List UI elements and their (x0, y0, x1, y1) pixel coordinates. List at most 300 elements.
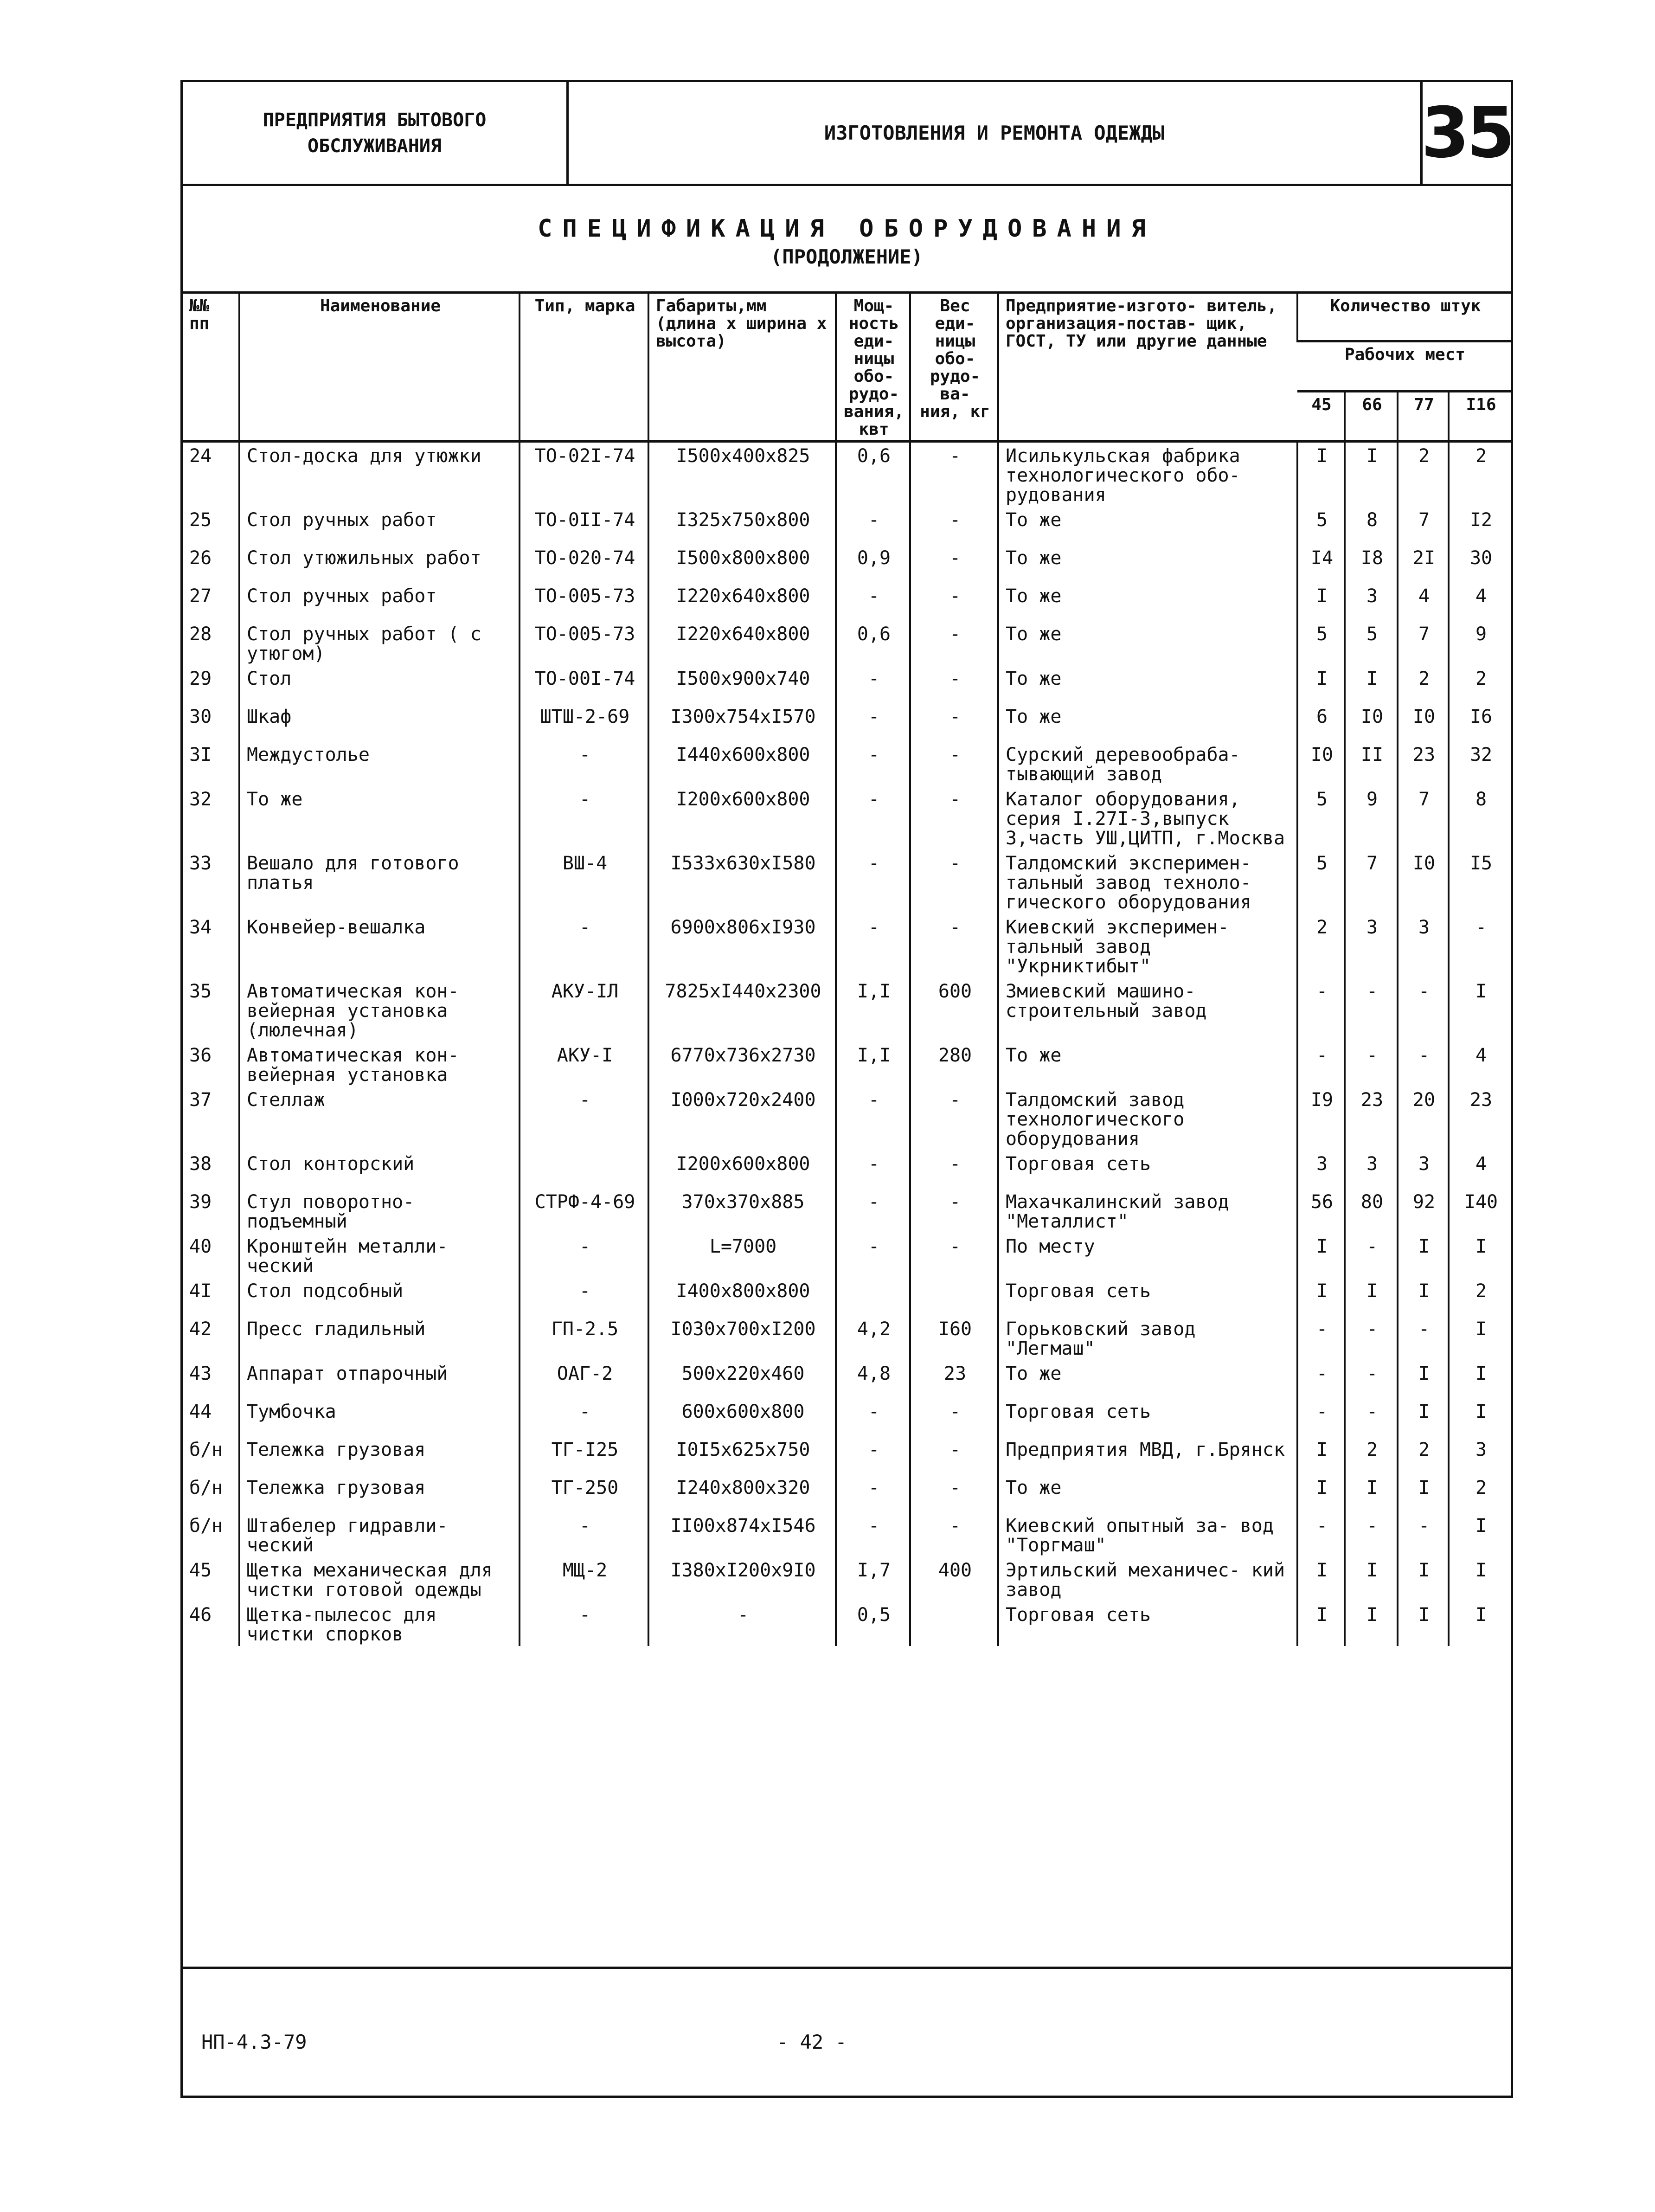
item-weight: - (910, 741, 998, 786)
item-name: Стул поворотно- подъемный (239, 1189, 520, 1233)
item-manufacturer: Киевский опытный за- вод "Торгмаш" (998, 1512, 1297, 1557)
item-dimensions: I500x400x825 (648, 442, 836, 507)
equipment-table (183, 294, 1511, 1646)
col-type: Тип, марка (520, 294, 648, 442)
item-power: 4,8 (836, 1360, 910, 1398)
item-type: - (520, 1233, 648, 1278)
row-number: б/н (189, 1439, 223, 1460)
item-type: ТО-02I-74 (520, 442, 648, 507)
quantity-cell: 2 (1449, 665, 1511, 703)
footer-divider (183, 1967, 1511, 1969)
item-manufacturer: Торговая сеть (998, 1278, 1297, 1316)
item-weight (910, 1601, 998, 1646)
quantity-cell: 7 (1345, 850, 1398, 914)
row-number: 29 (189, 668, 212, 689)
quantity-cell: I (1345, 665, 1398, 703)
quantity-cell: I (1449, 1512, 1511, 1557)
quantity-cell: 7 (1398, 507, 1449, 545)
item-manufacturer: Змиевский машино- строительный завод (998, 978, 1297, 1042)
table-row (183, 1316, 1511, 1360)
item-type: - (520, 1601, 648, 1646)
quantity-cell: I (1449, 1233, 1511, 1278)
item-weight: - (910, 507, 998, 545)
row-number: 28 (189, 624, 212, 645)
quantity-cell: 4 (1449, 583, 1511, 621)
item-power: - (836, 914, 910, 978)
quantity-cell: - (1297, 1360, 1345, 1398)
row-number: 24 (189, 445, 212, 467)
item-type: - (520, 1512, 648, 1557)
quantity-cell: 32 (1449, 741, 1511, 786)
quantity-cell: - (1345, 1233, 1398, 1278)
item-name: Стол утюжильных работ (239, 545, 520, 583)
row-number: б/н (189, 1515, 223, 1537)
item-dimensions: I400x800x800 (648, 1278, 836, 1316)
item-dimensions: 6770x736x2730 (648, 1042, 836, 1087)
item-name: Стол подсобный (239, 1278, 520, 1316)
row-number: 38 (189, 1153, 212, 1175)
item-power: - (836, 1474, 910, 1512)
quantity-cell: I (1398, 1398, 1449, 1436)
item-name: Вешало для готового платья (239, 850, 520, 914)
quantity-cell: I (1297, 583, 1345, 621)
item-manufacturer: Махачкалинский завод "Металлист" (998, 1189, 1297, 1233)
item-weight: - (910, 1436, 998, 1474)
item-power: - (836, 1512, 910, 1557)
item-name: Стол ручных работ (239, 583, 520, 621)
quantity-cell: I9 (1297, 1087, 1345, 1151)
item-type: ТО-020-74 (520, 545, 648, 583)
item-type: ТГ-250 (520, 1474, 648, 1512)
table-row (183, 1436, 1511, 1474)
item-power: I,I (836, 978, 910, 1042)
item-power: - (836, 741, 910, 786)
item-power: 0,6 (836, 621, 910, 665)
quantity-cell: I (1398, 1233, 1449, 1278)
quantity-cell: I6 (1449, 703, 1511, 741)
item-weight: - (910, 786, 998, 850)
quantity-cell: 92 (1398, 1189, 1449, 1233)
col-dimensions: Габариты,мм (длина х ширина х высота) (648, 294, 836, 442)
item-type: ТО-005-73 (520, 621, 648, 665)
item-power: - (836, 507, 910, 545)
item-manufacturer: То же (998, 583, 1297, 621)
item-power (836, 1278, 910, 1316)
spec-title-block (183, 186, 1511, 294)
table-row (183, 1360, 1511, 1398)
row-number: 35 (189, 981, 212, 1002)
item-dimensions: I200x600x800 (648, 786, 836, 850)
item-dimensions: II00x874xI546 (648, 1512, 836, 1557)
item-weight: I60 (910, 1316, 998, 1360)
item-power: - (836, 1233, 910, 1278)
item-power: 0,5 (836, 1601, 910, 1646)
quantity-cell: 23 (1345, 1087, 1398, 1151)
table-row (183, 1278, 1511, 1316)
item-type: АКУ-I (520, 1042, 648, 1087)
quantity-cell: 5 (1297, 850, 1345, 914)
quantity-cell: I0 (1398, 850, 1449, 914)
item-manufacturer: Талдомский эксперимен- тальный завод техноло- гического оборудования (998, 850, 1297, 914)
item-power: - (836, 1398, 910, 1436)
item-dimensions: I200x600x800 (648, 1151, 836, 1189)
item-name: Штабелер гидравли- ческий (239, 1512, 520, 1557)
item-dimensions: I500x900x740 (648, 665, 836, 703)
quantity-cell: - (1398, 1316, 1449, 1360)
quantity-cell: 2 (1449, 1474, 1511, 1512)
quantity-cell: 2 (1345, 1436, 1398, 1474)
quantity-cell: 80 (1345, 1189, 1398, 1233)
quantity-cell: I (1297, 1601, 1345, 1646)
quantity-cell: 5 (1297, 507, 1345, 545)
table-row (183, 1512, 1511, 1557)
item-type: АКУ-IЛ (520, 978, 648, 1042)
item-dimensions: 370x370x885 (648, 1189, 836, 1233)
item-manufacturer: То же (998, 621, 1297, 665)
quantity-cell: I (1449, 1360, 1511, 1398)
quantity-cell: - (1345, 1316, 1398, 1360)
item-type: ТГ-I25 (520, 1436, 648, 1474)
quantity-cell: I0 (1297, 741, 1345, 786)
quantity-cell: I (1398, 1474, 1449, 1512)
quantity-cell: 2 (1398, 442, 1449, 507)
quantity-cell: I8 (1345, 545, 1398, 583)
col-power: Мощ- ность еди- ницы обо- рудо- вания, квт (836, 294, 910, 442)
quantity-cell: I (1297, 1436, 1345, 1474)
item-dimensions: 6900x806xI930 (648, 914, 836, 978)
quantity-cell: I (1297, 1278, 1345, 1316)
item-manufacturer: Горьковский завод "Легмаш" (998, 1316, 1297, 1360)
quantity-cell: 7 (1398, 621, 1449, 665)
spec-title: СПЕЦИФИКАЦИЯ ОБОРУДОВАНИЯ (538, 215, 1156, 243)
row-number: 43 (189, 1363, 212, 1384)
item-type: - (520, 914, 648, 978)
quantity-cell: I (1297, 1557, 1345, 1601)
row-number: 45 (189, 1560, 212, 1581)
quantity-cell: I (1345, 1278, 1398, 1316)
document-heading: ИЗГОТОВЛЕНИЯ И РЕМОНТА ОДЕЖДЫ (824, 122, 1165, 144)
item-weight: - (910, 1398, 998, 1436)
item-type: ТО-005-73 (520, 583, 648, 621)
item-manufacturer: Сурский деревообраба- тывающий завод (998, 741, 1297, 786)
quantity-cell: I2 (1449, 507, 1511, 545)
item-type: - (520, 1278, 648, 1316)
quantity-cell: I0 (1345, 703, 1398, 741)
table-row (183, 507, 1511, 545)
table-row (183, 914, 1511, 978)
item-manufacturer: По месту (998, 1233, 1297, 1278)
quantity-cell: 3 (1398, 1151, 1449, 1189)
item-name: Щетка-пылесос для чистки спорков (239, 1601, 520, 1646)
item-weight: - (910, 1087, 998, 1151)
quantity-cell: I (1345, 442, 1398, 507)
item-type: - (520, 1087, 648, 1151)
item-manufacturer: Киевский эксперимен- тальный завод "Укрниктибыт" (998, 914, 1297, 978)
item-type: СТРФ-4-69 (520, 1189, 648, 1233)
quantity-cell: 2 (1297, 914, 1345, 978)
item-name: Стол (239, 665, 520, 703)
table-row (183, 1233, 1511, 1278)
item-power: - (836, 1189, 910, 1233)
item-name: Автоматическая кон- вейерная установка (люлечная) (239, 978, 520, 1042)
item-name: Стеллаж (239, 1087, 520, 1151)
table-row (183, 741, 1511, 786)
item-manufacturer: Каталог оборудования, серия I.27I-3,выпуск 3,часть УШ,ЦИТП, г.Москва (998, 786, 1297, 850)
item-manufacturer: То же (998, 1474, 1297, 1512)
document-code: НП-4.3-79 (201, 2031, 307, 2053)
item-power: 0,9 (836, 545, 910, 583)
item-manufacturer: Талдомский завод технологического оборудования (998, 1087, 1297, 1151)
quantity-cell: 8 (1449, 786, 1511, 850)
table-body (183, 442, 1511, 1646)
item-name: Автоматическая кон- вейерная установка (239, 1042, 520, 1087)
quantity-cell: 23 (1449, 1087, 1511, 1151)
quantity-cell: I (1449, 1601, 1511, 1646)
item-type: ГП-2.5 (520, 1316, 648, 1360)
quantity-cell: I (1345, 1474, 1398, 1512)
item-power: I,I (836, 1042, 910, 1087)
quantity-cell: 2 (1398, 665, 1449, 703)
quantity-cell: 56 (1297, 1189, 1345, 1233)
quantity-cell: 3 (1398, 914, 1449, 978)
quantity-cell: 3 (1449, 1436, 1511, 1474)
quantity-cell: 3 (1345, 583, 1398, 621)
quantity-cell: - (1398, 978, 1449, 1042)
quantity-cell: I (1297, 665, 1345, 703)
quantity-cell: 30 (1449, 545, 1511, 583)
item-name: То же (239, 786, 520, 850)
col-workplaces-116: I16 (1449, 392, 1511, 442)
item-type: - (520, 741, 648, 786)
row-number: 33 (189, 853, 212, 874)
item-name: Тумбочка (239, 1398, 520, 1436)
table-row (183, 786, 1511, 850)
item-type: ТО-00I-74 (520, 665, 648, 703)
quantity-cell: 9 (1449, 621, 1511, 665)
item-weight: - (910, 1512, 998, 1557)
item-dimensions: I325x750x800 (648, 507, 836, 545)
item-manufacturer: Эртильский механичес- кий завод (998, 1557, 1297, 1601)
item-dimensions: 500x220x460 (648, 1360, 836, 1398)
row-number: 3I (189, 744, 212, 765)
quantity-cell: I4 (1297, 545, 1345, 583)
item-type: ВШ-4 (520, 850, 648, 914)
quantity-cell: 2 (1449, 442, 1511, 507)
row-number: 27 (189, 585, 212, 607)
item-manufacturer: То же (998, 1360, 1297, 1398)
item-dimensions: I220x640x800 (648, 621, 836, 665)
item-weight: - (910, 703, 998, 741)
table-row (183, 850, 1511, 914)
quantity-cell: 5 (1297, 621, 1345, 665)
item-type: ТО-0II-74 (520, 507, 648, 545)
item-weight: - (910, 914, 998, 978)
quantity-cell: - (1297, 978, 1345, 1042)
table-row (183, 1151, 1511, 1189)
quantity-cell: 3 (1297, 1151, 1345, 1189)
item-manufacturer: То же (998, 703, 1297, 741)
item-power: - (836, 583, 910, 621)
quantity-cell: I0 (1398, 703, 1449, 741)
quantity-cell: - (1398, 1042, 1449, 1087)
item-weight: - (910, 1151, 998, 1189)
item-dimensions: I380xI200x9I0 (648, 1557, 836, 1601)
quantity-cell: I5 (1449, 850, 1511, 914)
quantity-cell: 5 (1345, 621, 1398, 665)
item-manufacturer: Предприятия МВД, г.Брянск (998, 1436, 1297, 1474)
quantity-cell: 7 (1398, 786, 1449, 850)
quantity-cell: - (1398, 1512, 1449, 1557)
table-row (183, 1087, 1511, 1151)
item-type: ШТШ-2-69 (520, 703, 648, 741)
item-power: 4,2 (836, 1316, 910, 1360)
item-type: - (520, 786, 648, 850)
quantity-cell: I (1398, 1360, 1449, 1398)
quantity-cell: - (1297, 1398, 1345, 1436)
item-manufacturer: То же (998, 1042, 1297, 1087)
row-number: 40 (189, 1236, 212, 1257)
quantity-cell: I (1449, 1316, 1511, 1360)
quantity-cell: - (1345, 1360, 1398, 1398)
item-power: - (836, 1151, 910, 1189)
item-dimensions: I000x720x2400 (648, 1087, 836, 1151)
quantity-cell: I (1449, 1557, 1511, 1601)
quantity-cell: 2I (1398, 545, 1449, 583)
quantity-cell: - (1345, 1042, 1398, 1087)
document-sheet (180, 80, 1513, 2098)
table-row (183, 621, 1511, 665)
item-name: Стол конторский (239, 1151, 520, 1189)
item-name: Щетка механическая для чистки готовой одежды (239, 1557, 520, 1601)
item-dimensions: L=7000 (648, 1233, 836, 1278)
col-number: №№ пп (183, 294, 239, 442)
quantity-cell: II (1345, 741, 1398, 786)
quantity-cell: I (1398, 1601, 1449, 1646)
item-dimensions: I240x800x320 (648, 1474, 836, 1512)
item-manufacturer: Торговая сеть (998, 1151, 1297, 1189)
row-number: 34 (189, 917, 212, 938)
quantity-cell: 4 (1398, 583, 1449, 621)
item-type: МЩ-2 (520, 1557, 648, 1601)
spec-subtitle: (ПРОДОЛЖЕНИЕ) (770, 245, 923, 268)
item-manufacturer: Торговая сеть (998, 1601, 1297, 1646)
item-dimensions: 7825xI440x2300 (648, 978, 836, 1042)
table-row (183, 1601, 1511, 1646)
table-row (183, 1557, 1511, 1601)
table-row (183, 978, 1511, 1042)
item-manufacturer: Торговая сеть (998, 1398, 1297, 1436)
item-dimensions: 600x600x800 (648, 1398, 836, 1436)
item-weight: - (910, 583, 998, 621)
item-weight (910, 1278, 998, 1316)
quantity-cell: I (1449, 1398, 1511, 1436)
quantity-cell: - (1345, 978, 1398, 1042)
quantity-cell: 4 (1449, 1042, 1511, 1087)
quantity-cell: 8 (1345, 507, 1398, 545)
row-number: 37 (189, 1089, 212, 1111)
item-dimensions: I300x754xI570 (648, 703, 836, 741)
quantity-cell: I40 (1449, 1189, 1511, 1233)
row-number: 32 (189, 789, 212, 810)
item-weight: - (910, 621, 998, 665)
item-manufacturer: То же (998, 507, 1297, 545)
quantity-cell: I (1345, 1557, 1398, 1601)
item-weight: - (910, 850, 998, 914)
item-weight: 23 (910, 1360, 998, 1398)
quantity-cell: I (1398, 1278, 1449, 1316)
item-power: 0,6 (836, 442, 910, 507)
row-number: 4I (189, 1280, 212, 1302)
item-type: - (520, 1398, 648, 1436)
item-weight: - (910, 1233, 998, 1278)
item-weight: 400 (910, 1557, 998, 1601)
quantity-cell: - (1297, 1316, 1345, 1360)
quantity-cell: - (1345, 1512, 1398, 1557)
col-workplaces-66: 66 (1345, 392, 1398, 442)
table-header (183, 294, 1511, 442)
quantity-cell: 4 (1449, 1151, 1511, 1189)
item-manufacturer: То же (998, 665, 1297, 703)
item-dimensions: I500x800x800 (648, 545, 836, 583)
table-row (183, 442, 1511, 507)
col-workplaces-45: 45 (1297, 392, 1345, 442)
page-number: - 42 - (776, 2031, 847, 2053)
item-dimensions: I533x630xI580 (648, 850, 836, 914)
table-row (183, 703, 1511, 741)
table-row (183, 1474, 1511, 1512)
table-row (183, 1042, 1511, 1087)
quantity-cell: - (1345, 1398, 1398, 1436)
item-weight: - (910, 1189, 998, 1233)
quantity-cell: - (1449, 914, 1511, 978)
item-name: Стол ручных работ ( с утюгом) (239, 621, 520, 665)
item-manufacturer: То же (998, 545, 1297, 583)
quantity-cell: 3 (1345, 914, 1398, 978)
row-number: 30 (189, 706, 212, 727)
quantity-cell: - (1297, 1042, 1345, 1087)
quantity-cell: I (1345, 1601, 1398, 1646)
row-number: 25 (189, 509, 212, 531)
quantity-cell: - (1297, 1512, 1345, 1557)
item-dimensions: I440x600x800 (648, 741, 836, 786)
item-power: - (836, 665, 910, 703)
item-name: Кронштейн металли- ческий (239, 1233, 520, 1278)
col-workplaces-77: 77 (1398, 392, 1449, 442)
item-name: Конвейер-вешалка (239, 914, 520, 978)
row-number: 42 (189, 1318, 212, 1340)
quantity-cell: 5 (1297, 786, 1345, 850)
item-name: Тележка грузовая (239, 1474, 520, 1512)
item-dimensions: I220x640x800 (648, 583, 836, 621)
item-name: Пресс гладильный (239, 1316, 520, 1360)
item-type: ОАГ-2 (520, 1360, 648, 1398)
item-name: Междустолье (239, 741, 520, 786)
item-weight: - (910, 545, 998, 583)
table-row (183, 1398, 1511, 1436)
quantity-cell: 6 (1297, 703, 1345, 741)
item-power: - (836, 703, 910, 741)
item-weight: 280 (910, 1042, 998, 1087)
quantity-cell: 2 (1449, 1278, 1511, 1316)
item-weight: - (910, 1474, 998, 1512)
item-weight: - (910, 442, 998, 507)
table-row (183, 583, 1511, 621)
quantity-cell: I (1297, 1233, 1345, 1278)
quantity-cell: 20 (1398, 1087, 1449, 1151)
table-row (183, 1189, 1511, 1233)
item-power: - (836, 786, 910, 850)
quantity-cell: I (1297, 442, 1345, 507)
